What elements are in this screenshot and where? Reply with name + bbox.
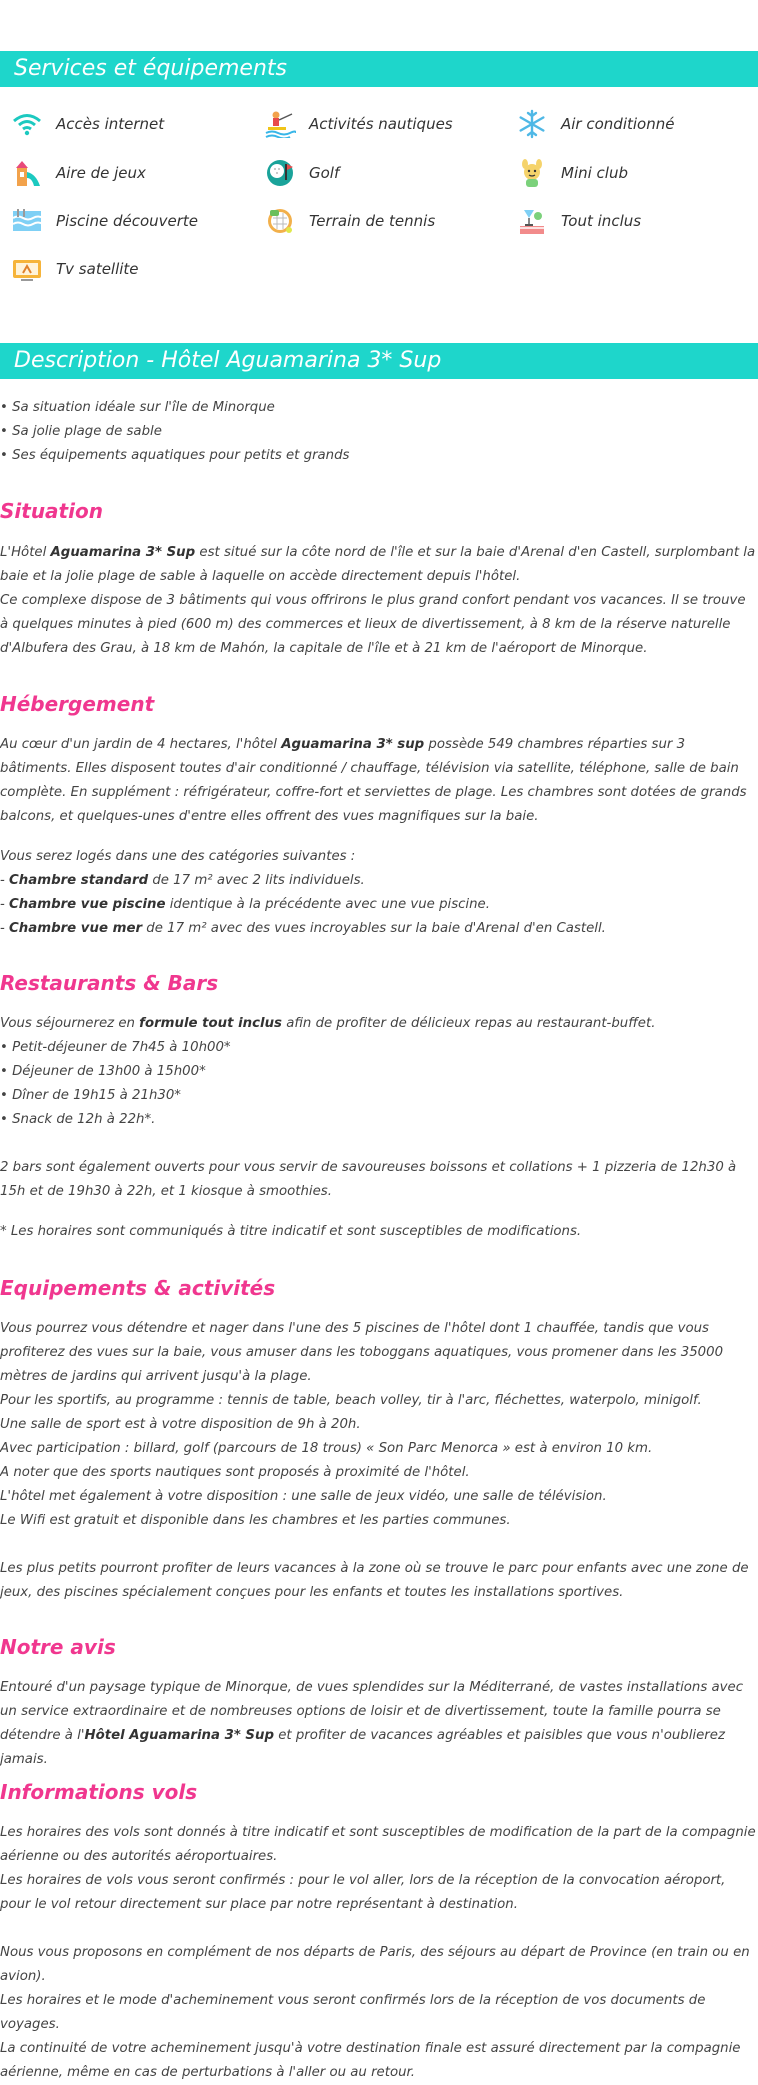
water-ski-icon	[263, 109, 297, 139]
equipement-line: A noter que des sports nautiques sont proposés à proximité de l'hôtel.	[0, 1465, 470, 1480]
highlights-list	[0, 396, 756, 468]
vols-province-text	[0, 1941, 756, 2085]
equipements-text	[0, 1317, 756, 1533]
equipements-heading: Equipements & activités	[0, 1276, 276, 1300]
service-item-tv	[10, 254, 139, 284]
snowflake-icon	[515, 109, 549, 139]
meal-item: • Dîner de 19h15 à 21h30*	[0, 1088, 181, 1103]
service-item-miniclub	[515, 158, 628, 188]
hebergement-heading: Hébergement	[0, 692, 155, 716]
vols-heading: Informations vols	[0, 1780, 198, 1804]
service-item-aircon	[515, 109, 674, 139]
hebergement-paragraph: Au cœur d'un jardin de 4 hectares, l'hôtel Aguamarina 3* sup possède 549 chambres réparties sur 3 bâtiments. Elles disposent toutes d'air conditionné / chauffage, télévision via satellite, téléphone, salle de bain complète. En supplément : réfrigérateur, coffre-fort et serviettes de plage. Les chambres sont dotées de grands balcons, et quelques-unes d'entre elles offrent des vues magnifiques sur la baie.	[0, 737, 747, 824]
service-item-playground	[10, 158, 146, 188]
swimming-pool-icon	[10, 206, 44, 236]
kids-text: Les plus petits pourront profiter de leurs vacances à la zone où se trouve le parc pour enfants avec une zone de jeux, des piscines spécialement conçues pour les enfants et toutes les installations sportives.	[0, 1561, 749, 1600]
equipement-line: Le Wifi est gratuit et disponible dans les chambres et les parties communes.	[0, 1513, 511, 1528]
service-item-pool	[10, 206, 198, 236]
service-label: Air conditionné	[561, 115, 675, 133]
service-label: Golf	[309, 164, 340, 182]
situation-paragraph: Ce complexe dispose de 3 bâtiments qui vous offrirons le plus grand confort pendant vos vacances. Il se trouve à quelques minutes à pied (600 m) des commerces et lieux de divertissement, à 8 km de la réserve naturelle d'Albufera des Grau, à 18 km de Mahón, la capitale de l'île et à 21 km de l'aéroport de Minorque.	[0, 593, 746, 656]
equipement-line: Avec participation : billard, golf (parcours de 18 trous) « Son Parc Menorca » est à environ 10 km.	[0, 1441, 653, 1456]
vols-text	[0, 1821, 756, 1917]
meal-item: • Déjeuner de 13h00 à 15h00*	[0, 1064, 206, 1079]
room-item: - Chambre vue mer de 17 m² avec des vues incroyables sur la baie d'Arenal d'en Castell.	[0, 921, 606, 936]
hours-note: * Les horaires sont communiqués à titre indicatif et sont susceptibles de modifications.	[0, 1224, 582, 1239]
service-item-allinclusive	[515, 206, 641, 236]
situation-text	[0, 541, 756, 661]
avis-text	[0, 1676, 756, 1772]
room-item: - Chambre vue piscine identique à la précédente avec une vue piscine.	[0, 897, 490, 912]
vols-paragraph: Les horaires des vols sont donnés à titre indicatif et sont susceptibles de modification de la part de la compagnie aérienne ou des autorités aéroportuaires.	[0, 1825, 756, 1864]
room-intro: Vous serez logés dans une des catégories suivantes :	[0, 849, 356, 864]
service-label: Mini club	[561, 164, 628, 182]
vols-paragraph: Nous vous proposons en complément de nos départs de Paris, des séjours au départ de Province (en train ou en avion).	[0, 1945, 750, 1984]
meal-item: • Petit-déjeuner de 7h45 à 10h00*	[0, 1040, 231, 1055]
service-label: Terrain de tennis	[309, 212, 436, 230]
wifi-icon	[10, 109, 44, 139]
service-label: Aire de jeux	[56, 164, 146, 182]
service-item-tennis	[263, 206, 435, 236]
avis-paragraph: Entouré d'un paysage typique de Minorque, de vues splendides sur la Méditerrané, de vastes installations avec un service extraordinaire et de nombreuses options de loisir et de divertissement, toute la famille pourra se détendre à l'Hôtel Aguamarina 3* Sup et profiter de vacances agréables et paisibles que vous n'oublierez jamais.	[0, 1680, 744, 1767]
description-section-title: Description - Hôtel Aguamarina 3* Sup	[0, 343, 758, 379]
situation-paragraph: L'Hôtel Aguamarina 3* Sup est situé sur la côte nord de l'île et sur la baie d'Arenal d'en Castell, surplombant la baie et la jolie plage de sable à laquelle on accède directement depuis l'hôtel.	[0, 545, 756, 584]
highlight-item: • Ses équipements aquatiques pour petits et grands	[0, 448, 350, 463]
vols-paragraph: La continuité de votre acheminement jusqu'à votre destination finale est assuré directement par la compagnie aérienne, même en cas de perturbations à l'aller ou au retour.	[0, 2041, 741, 2080]
equipement-line: L'hôtel met également à votre disposition : une salle de jeux vidéo, une salle de télévision.	[0, 1489, 607, 1504]
service-item-nautical	[263, 109, 453, 139]
cocktail-icon	[515, 206, 549, 236]
bars-text: 2 bars sont également ouverts pour vous servir de savoureuses boissons et collations + 1 pizzeria de 12h30 à 15h et de 19h30 à 22h, et 1 kiosque à smoothies.	[0, 1160, 737, 1199]
golf-ball-icon	[263, 158, 297, 188]
restaurants-intro: Vous séjournerez en formule tout inclus afin de profiter de délicieux repas au restaurant-buffet.	[0, 1016, 656, 1031]
mini-club-character-icon	[515, 158, 549, 188]
avis-heading: Notre avis	[0, 1635, 116, 1659]
service-label: Activités nautiques	[309, 115, 453, 133]
restaurants-heading: Restaurants & Bars	[0, 971, 219, 995]
services-section-title: Services et équipements	[0, 51, 758, 87]
room-categories	[0, 845, 756, 941]
equipement-line: Pour les sportifs, au programme : tennis de table, beach volley, tir à l'arc, fléchettes, waterpolo, minigolf.	[0, 1393, 702, 1408]
service-label: Tv satellite	[56, 260, 139, 278]
equipement-line: Vous pourrez vous détendre et nager dans l'une des 5 piscines de l'hôtel dont 1 chauffée, tandis que vous profiterez des vues sur la baie, vous amuser dans les toboggans aquatiques, vous promener dans les 35000 mètres de jardins qui arrivent jusqu'à la plage.	[0, 1321, 724, 1384]
vols-paragraph: Les horaires de vols vous seront confirmés : pour le vol aller, lors de la réception de la convocation aéroport, pour le vol retour directement sur place par notre représentant à destination.	[0, 1873, 726, 1912]
equipement-line: Une salle de sport est à votre disposition de 9h à 20h.	[0, 1417, 361, 1432]
tennis-racket-icon	[263, 206, 297, 236]
tv-icon	[10, 254, 44, 284]
service-label: Piscine découverte	[56, 212, 199, 230]
highlight-item: • Sa situation idéale sur l'île de Minorque	[0, 400, 275, 415]
restaurants-text	[0, 1012, 756, 1132]
service-item-internet	[10, 109, 164, 139]
highlight-item: • Sa jolie plage de sable	[0, 424, 162, 439]
situation-heading: Situation	[0, 499, 103, 523]
hebergement-text	[0, 733, 756, 829]
meal-item: • Snack de 12h à 22h*.	[0, 1112, 156, 1127]
service-item-golf	[263, 158, 339, 188]
playground-slide-icon	[10, 158, 44, 188]
vols-paragraph: Les horaires et le mode d'acheminement vous seront confirmés lors de la réception de vos documents de voyages.	[0, 1993, 706, 2032]
service-label: Tout inclus	[561, 212, 642, 230]
service-label: Accès internet	[56, 115, 165, 133]
room-item: - Chambre standard de 17 m² avec 2 lits individuels.	[0, 873, 365, 888]
